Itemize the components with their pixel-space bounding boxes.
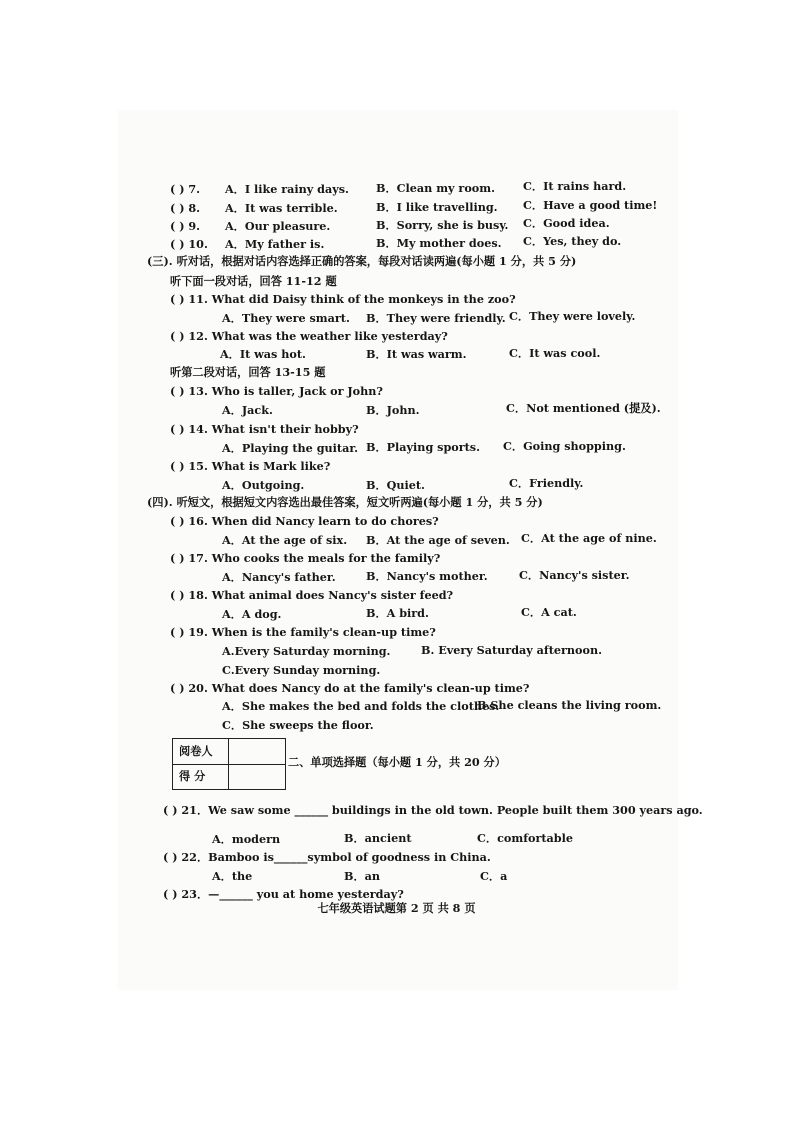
question-10	[170, 239, 208, 250]
question-11: ( ) 11. What did Daisy think of the monkeys in the zoo?	[170, 292, 516, 306]
section-3-sub1: 听下面一段对话，回答 11-12 题	[170, 274, 337, 288]
option-a: A．It was hot.	[220, 347, 306, 361]
option-b: B．They were friendly.	[366, 311, 506, 325]
option-a: A．I like rainy days.	[225, 182, 349, 196]
question-22: ( ) 22．Bamboo is______symbol of goodness in China.	[163, 850, 491, 864]
option-a: A．Nancy's father.	[222, 570, 336, 584]
option-b: B．ancient	[344, 831, 412, 845]
question-20: ( ) 20. What does Nancy do at the family's clean-up time?	[170, 681, 530, 695]
question-23: ( ) 23．—______ you at home yesterday?	[163, 887, 404, 901]
option-b: B．It was warm.	[366, 347, 467, 361]
page-footer: 七年级英语试题第 2 页 共 8 页	[317, 901, 476, 915]
option-a: A．Jack.	[222, 403, 273, 417]
option-b: B．I like travelling.	[376, 200, 498, 214]
option-c: C．At the age of nine.	[521, 531, 657, 545]
question-12: ( ) 12. What was the weather like yesterday?	[170, 329, 448, 343]
section-3-heading: (三). 听对话，根据对话内容选择正确的答案，每段对话读两遍(每小题 1 分，共 5 分)	[147, 254, 577, 268]
question-15: ( ) 15. What is Mark like?	[170, 459, 331, 473]
option-a: A．My father is.	[225, 237, 325, 251]
question-13: ( ) 13. Who is taller, Jack or John?	[170, 384, 383, 398]
reviewer-field[interactable]	[229, 739, 286, 765]
option-c: C．comfortable	[477, 831, 573, 845]
section-2-title: 二、单项选择题（每小题 1 分，共 20 分）	[288, 755, 506, 769]
option-c: C．They were lovely.	[509, 309, 636, 323]
option-c: C．She sweeps the floor.	[222, 718, 374, 732]
option-b: B．Nancy's mother.	[366, 569, 488, 583]
option-b: B．Playing sports.	[366, 440, 480, 454]
score-field[interactable]	[229, 764, 286, 790]
option-c: C．It rains hard.	[523, 179, 627, 193]
question-number: ( ) 7.	[170, 182, 201, 196]
option-c: C．a	[480, 869, 508, 883]
section-3-sub2: 听第二段对话，回答 13-15 题	[170, 365, 326, 379]
question-number: ( ) 9.	[170, 219, 201, 233]
option-a: A．Playing the guitar.	[222, 441, 359, 455]
option-a: A．She makes the bed and folds the clothes.	[222, 699, 500, 713]
option-a: A.Every Saturday morning.	[222, 644, 391, 658]
option-c: C．Have a good time!	[523, 198, 658, 212]
option-a: A．It was terrible.	[225, 201, 338, 215]
option-b: B．Clean my room.	[376, 181, 495, 195]
option-b: B. Every Saturday afternoon.	[421, 643, 602, 657]
question-21: ( ) 21．We saw some ______ buildings in the old town. People built them 300 years ago.	[163, 803, 703, 817]
question-9	[170, 221, 200, 232]
grader-box	[172, 738, 286, 790]
option-c: C．Good idea.	[523, 216, 610, 230]
option-c: C．Friendly.	[509, 476, 584, 490]
option-b: B.She cleans the living room.	[477, 698, 662, 712]
question-17: ( ) 17. Who cooks the meals for the family?	[170, 551, 441, 565]
question-7	[170, 184, 200, 195]
question-8	[170, 203, 200, 214]
section-4-heading: (四). 听短文，根据短文内容选出最佳答案，短文听两遍(每小题 1 分，共 5 分)	[147, 495, 543, 509]
option-a: A．Our pleasure.	[225, 219, 331, 233]
option-b: B．At the age of seven.	[366, 533, 510, 547]
question-number: ( ) 10.	[170, 237, 208, 251]
option-b: B．A bird.	[366, 606, 429, 620]
option-a: A．modern	[212, 832, 281, 846]
option-c: C.Every Sunday morning.	[222, 663, 381, 677]
option-b: B．Sorry, she is busy.	[376, 218, 509, 232]
option-c: C．It was cool.	[509, 346, 601, 360]
option-b: B．John.	[366, 403, 420, 417]
question-number: ( ) 8.	[170, 201, 201, 215]
option-c: C．Not mentioned (提及).	[506, 401, 661, 415]
option-a: A．the	[212, 869, 253, 883]
option-a: A．They were smart.	[222, 311, 350, 325]
option-a: A．At the age of six.	[222, 533, 348, 547]
option-b: B．Quiet.	[366, 478, 425, 492]
score-label: 得 分	[173, 764, 229, 790]
option-c: C．Nancy's sister.	[519, 568, 630, 582]
option-c: C．A cat.	[521, 605, 577, 619]
option-a: A．A dog.	[222, 607, 282, 621]
question-14: ( ) 14. What isn't their hobby?	[170, 422, 359, 436]
question-19: ( ) 19. When is the family's clean-up time?	[170, 625, 436, 639]
question-18: ( ) 18. What animal does Nancy's sister feed?	[170, 588, 454, 602]
option-b: B．My mother does.	[376, 236, 502, 250]
option-c: C．Yes, they do.	[523, 234, 622, 248]
option-b: B．an	[344, 869, 381, 883]
question-16: ( ) 16. When did Nancy learn to do chores?	[170, 514, 439, 528]
reviewer-label: 阅卷人	[173, 739, 229, 765]
option-a: A．Outgoing.	[222, 478, 305, 492]
option-c: C．Going shopping.	[503, 439, 626, 453]
